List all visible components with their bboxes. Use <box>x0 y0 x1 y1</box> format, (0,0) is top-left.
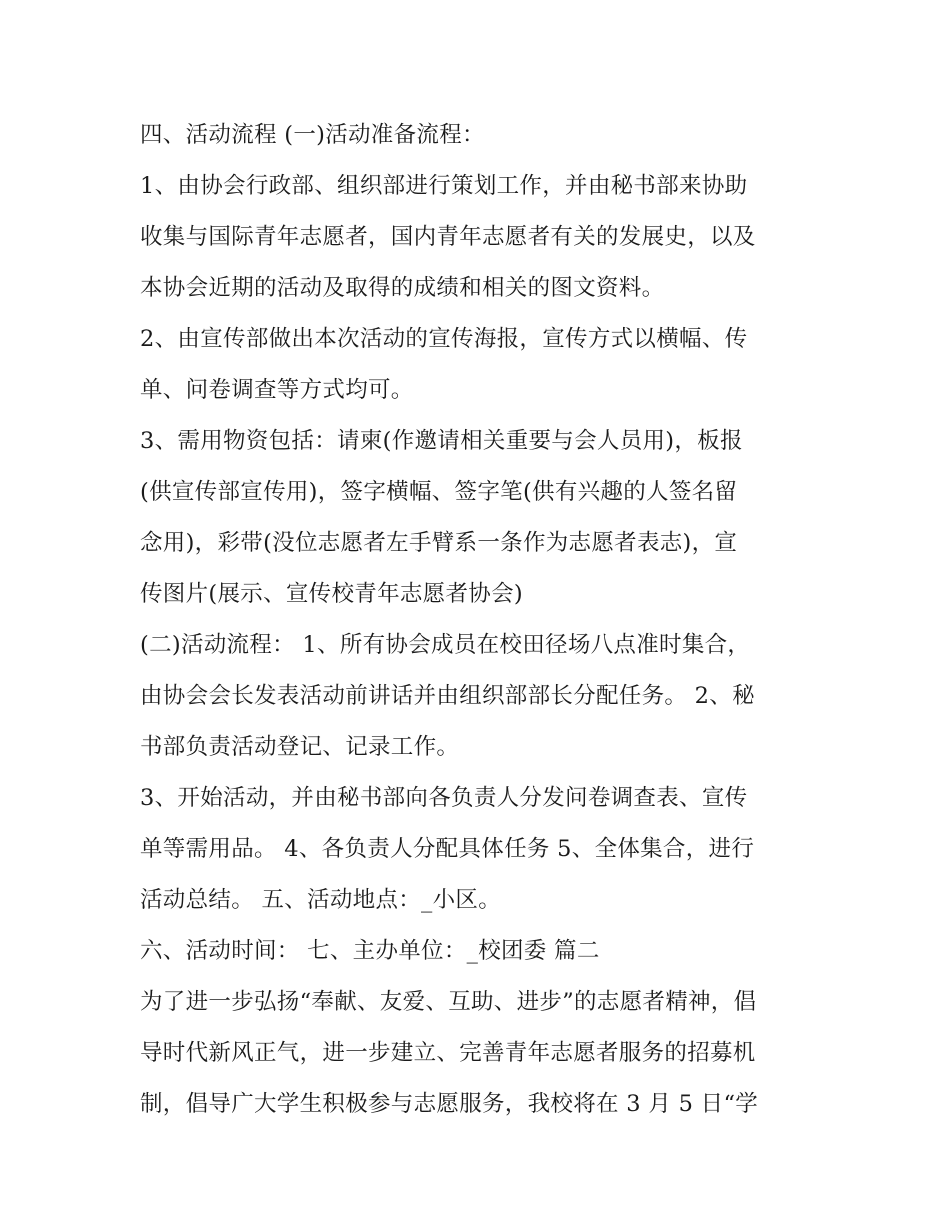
text-line: 传图片(展示、宣传校青年志愿者协会) <box>140 581 523 607</box>
text-line: 为了进一步弘扬“奉献、友爱、互助、进步”的志愿者精神，倡 <box>140 989 757 1015</box>
text-line: (供宣传部宣传用)，签字横幅、签字笔(供有兴趣的人签名留 <box>140 479 738 505</box>
text-line: 活动总结。 五、活动地点：_小区。 <box>140 887 502 913</box>
text-line: 由协会会长发表活动前讲话并由组织部部长分配任务。 2、秘 <box>140 683 755 709</box>
text-line: 单、问卷调查等方式均可。 <box>140 377 414 403</box>
document-body <box>140 110 830 1130</box>
text-line: 单等需用品。 4、各负责人分配具体任务 5、全体集合，进行 <box>140 836 755 862</box>
text-line: 本协会近期的活动及取得的成绩和相关的图文资料。 <box>140 275 665 301</box>
text-line: 3、开始活动，并由秘书部向各负责人分发问卷调查表、宣传 <box>140 785 748 811</box>
text-line: 四、活动流程 (一)活动准备流程： <box>140 122 485 148</box>
text-line: 书部负责活动登记、记录工作。 <box>140 734 460 760</box>
text-line: 六、活动时间： 七、主办单位：_校团委 篇二 <box>140 938 600 964</box>
text-line: 收集与国际青年志愿者，国内青年志愿者有关的发展史，以及 <box>140 224 756 250</box>
text-line: 1、由协会行政部、组织部进行策划工作，并由秘书部来协助 <box>140 173 748 199</box>
text-line: (二)活动流程： 1、所有协会成员在校田径场八点准时集合， <box>140 632 751 658</box>
text-line: 制，倡导广大学生积极参与志愿服务，我校将在 3 月 5 日“学 <box>140 1091 759 1117</box>
text-line: 导时代新风正气，进一步建立、完善青年志愿者服务的招募机 <box>140 1040 756 1066</box>
text-line: 3、需用物资包括：请柬(作邀请相关重要与会人员用)，板报 <box>140 428 743 454</box>
text-line: 2、由宣传部做出本次活动的宣传海报，宣传方式以横幅、传 <box>140 326 748 352</box>
text-line: 念用)，彩带(没位志愿者左手臂系一条作为志愿者表志)，宣 <box>140 530 738 556</box>
